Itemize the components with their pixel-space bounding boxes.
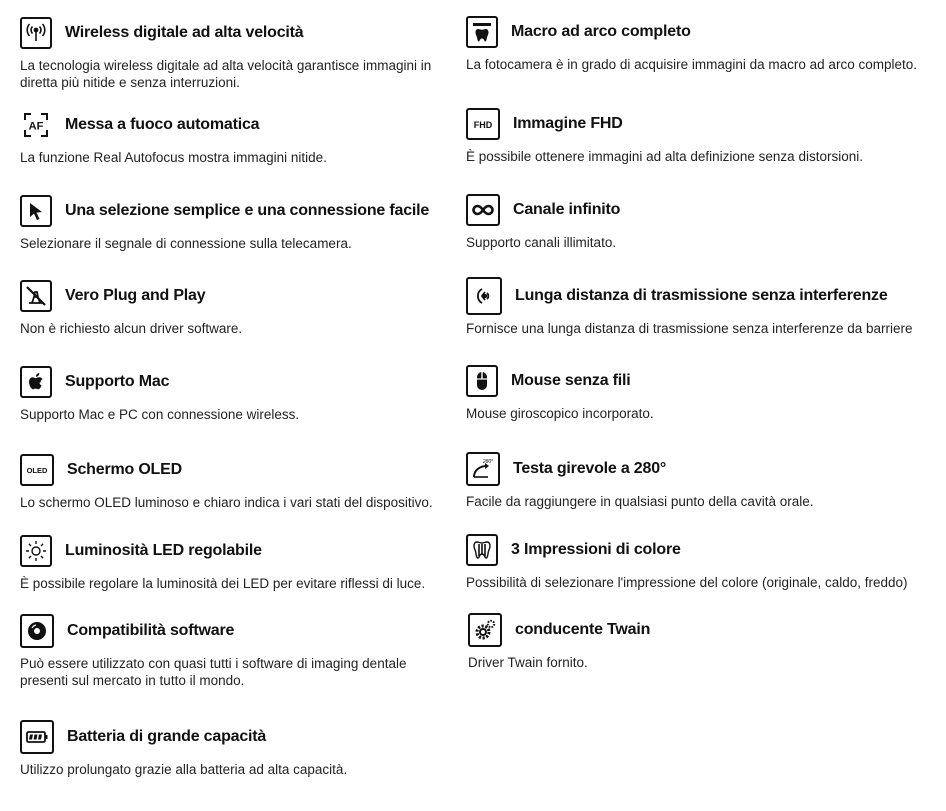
feature-title: Compatibilità software bbox=[67, 622, 235, 639]
software-disc-icon bbox=[20, 614, 54, 648]
feature-rotating-head bbox=[466, 451, 926, 510]
feature-fhd bbox=[466, 106, 926, 165]
mouse-icon bbox=[466, 365, 498, 397]
feature-title: Luminosità LED regolabile bbox=[65, 542, 262, 559]
feature-description: È possibile ottenere immagini ad alta definizione senza distorsioni. bbox=[466, 149, 863, 164]
feature-oled-screen bbox=[20, 452, 480, 511]
feature-title: 3 Impressioni di colore bbox=[511, 541, 681, 558]
feature-description: Driver Twain fornito. bbox=[468, 655, 588, 670]
feature-title: Testa girevole a 280° bbox=[513, 460, 667, 477]
feature-long-distance bbox=[466, 278, 926, 337]
oled-icon bbox=[20, 454, 54, 486]
feature-twain-driver bbox=[468, 612, 928, 671]
feature-description: Può essere utilizzato con quasi tutti i software di imaging dentale presenti sul mercato in tutto il mondo. bbox=[20, 656, 407, 688]
cursor-arrow-icon bbox=[20, 195, 52, 227]
feature-title: conducente Twain bbox=[515, 621, 651, 638]
feature-description: Lo schermo OLED luminoso e chiaro indica i vari stati del dispositivo. bbox=[20, 495, 433, 510]
no-driver-icon bbox=[20, 280, 52, 312]
feature-description: La fotocamera è in grado di acquisire immagini da macro ad arco completo. bbox=[466, 57, 917, 72]
feature-description: Mouse giroscopico incorporato. bbox=[466, 406, 654, 421]
feature-title: Una selezione semplice e una connessione facile bbox=[65, 202, 430, 219]
wireless-antenna-icon bbox=[20, 17, 52, 49]
feature-wireless bbox=[20, 15, 440, 91]
feature-easy-connection bbox=[20, 193, 480, 252]
feature-title: Lunga distanza di trasmissione senza interferenze bbox=[515, 287, 888, 304]
feature-plug-and-play bbox=[20, 278, 480, 337]
feature-description: Possibilità di selezionare l'impressione del colore (originale, caldo, freddo) bbox=[466, 575, 908, 590]
feature-title: Macro ad arco completo bbox=[511, 23, 691, 40]
feature-battery bbox=[20, 719, 480, 778]
feature-description: Selezionare il segnale di connessione sulla telecamera. bbox=[20, 236, 352, 251]
feature-macro bbox=[466, 14, 926, 73]
feature-title: Messa a fuoco automatica bbox=[65, 116, 260, 133]
feature-title: Schermo OLED bbox=[67, 461, 182, 478]
feature-title: Batteria di grande capacità bbox=[67, 728, 267, 745]
feature-color-impressions bbox=[466, 532, 926, 591]
apple-icon bbox=[20, 366, 52, 398]
feature-description: Fornisce una lunga distanza di trasmissione senza interferenze da barriere bbox=[466, 321, 913, 336]
feature-software-compatibility bbox=[20, 613, 480, 689]
svg-text:OLED: OLED bbox=[26, 466, 48, 475]
twain-gears-icon bbox=[468, 613, 502, 647]
feature-description: La funzione Real Autofocus mostra immagini nitide. bbox=[20, 150, 327, 165]
feature-led-brightness bbox=[20, 533, 480, 592]
fhd-icon bbox=[466, 108, 500, 140]
signal-distance-icon bbox=[466, 277, 502, 315]
feature-description: La tecnologia wireless digitale ad alta velocità garantisce immagini in diretta più nitide e senza interruzioni. bbox=[20, 58, 432, 90]
feature-description: Supporto canali illimitato. bbox=[466, 235, 617, 250]
feature-title: Vero Plug and Play bbox=[65, 287, 206, 304]
svg-text:280°: 280° bbox=[482, 459, 494, 465]
rotate-280-icon bbox=[466, 452, 500, 486]
feature-description: Utilizzo prolungato grazie alla batteria ad alta capacità. bbox=[20, 762, 348, 777]
feature-title: Canale infinito bbox=[513, 201, 621, 218]
feature-infinite-channel bbox=[466, 192, 926, 251]
autofocus-icon bbox=[20, 109, 52, 141]
feature-title: Supporto Mac bbox=[65, 373, 170, 390]
feature-description: Facile da raggiungere in qualsiasi punto della cavità orale. bbox=[466, 494, 814, 509]
svg-text:FHD: FHD bbox=[473, 120, 493, 130]
feature-title: Mouse senza fili bbox=[511, 372, 631, 389]
feature-description: È possibile regolare la luminosità dei LED per evitare riflessi di luce. bbox=[20, 576, 426, 591]
feature-mac-support bbox=[20, 364, 480, 423]
feature-description: Supporto Mac e PC con connessione wireless. bbox=[20, 407, 300, 422]
feature-title: Immagine FHD bbox=[513, 115, 623, 132]
color-tooth-icon bbox=[466, 534, 498, 566]
led-brightness-icon bbox=[20, 535, 52, 567]
infinity-icon bbox=[466, 194, 500, 226]
feature-title: Wireless digitale ad alta velocità bbox=[65, 24, 304, 41]
feature-description: Non è richiesto alcun driver software. bbox=[20, 321, 243, 336]
feature-wireless-mouse bbox=[466, 363, 926, 422]
battery-icon bbox=[20, 720, 54, 754]
svg-text:AF: AF bbox=[28, 120, 44, 133]
feature-autofocus bbox=[20, 107, 480, 166]
macro-tooth-icon bbox=[466, 16, 498, 48]
